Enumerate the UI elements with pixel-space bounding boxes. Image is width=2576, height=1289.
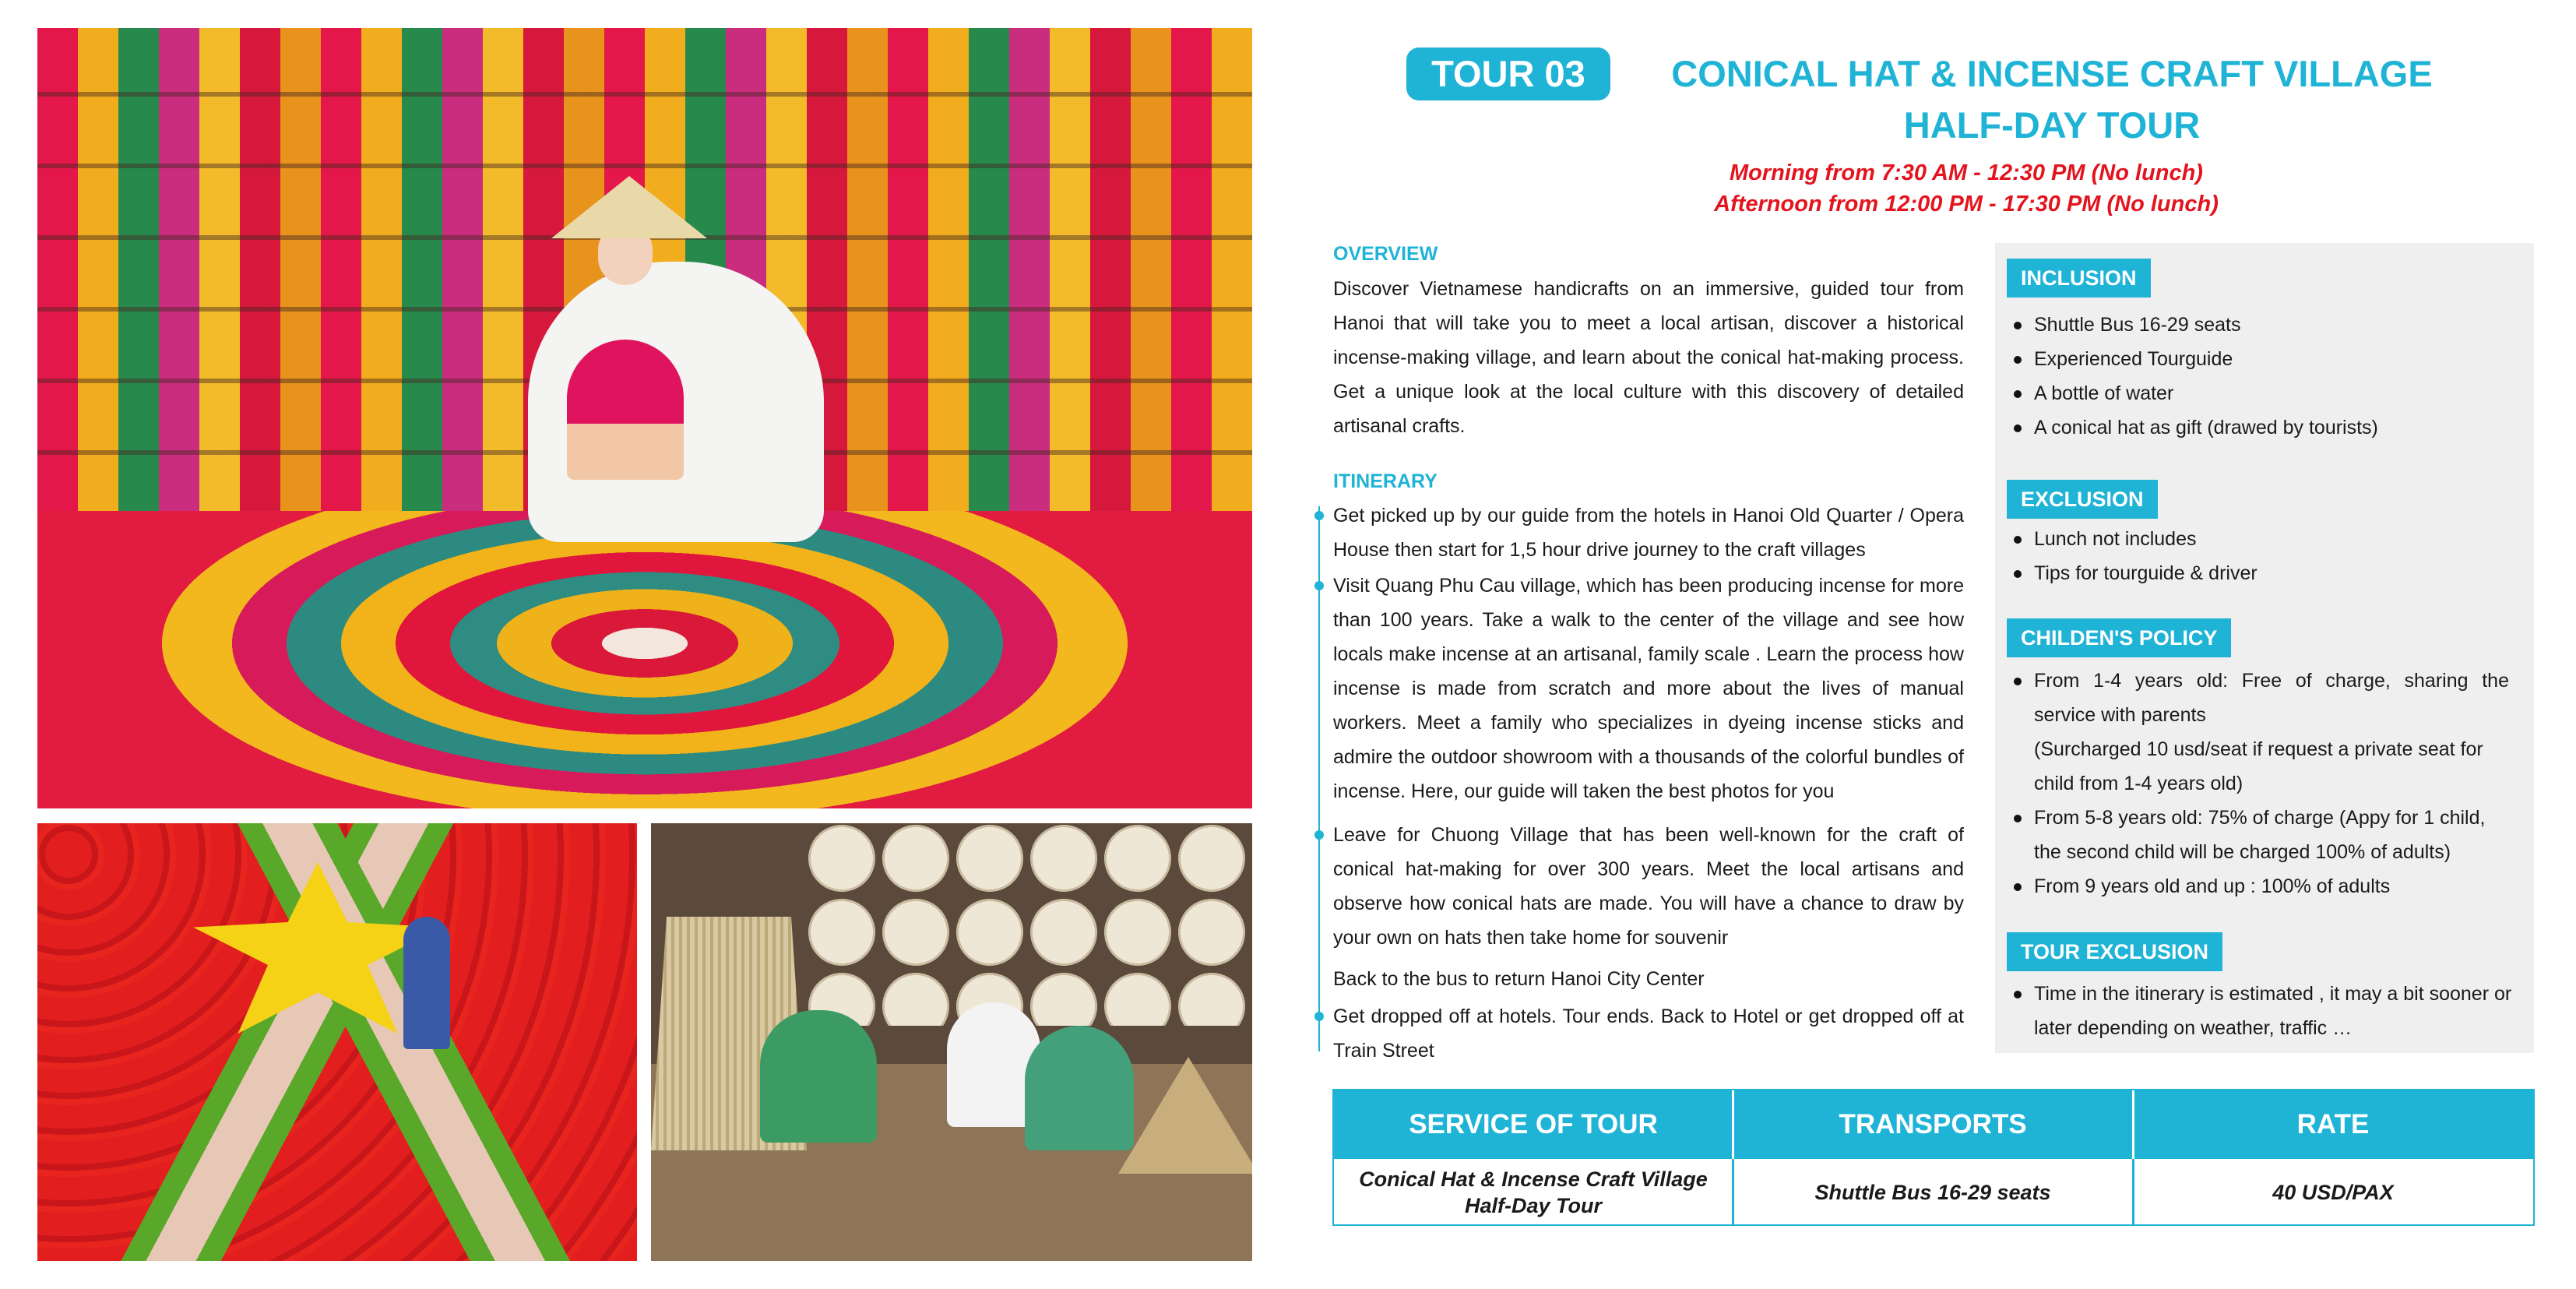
tour-badge: TOUR 03 — [1406, 48, 1610, 100]
list-item: A bottle of water — [2011, 376, 2378, 410]
inclusion-list — [2011, 308, 2378, 445]
list-item: From 1-4 years old: Free of charge, sharing the — [2011, 664, 2509, 698]
children-policy-heading: CHILDEN'S POLICY — [2007, 618, 2231, 657]
itinerary-bullet — [1314, 830, 1324, 840]
itinerary-bullet — [1314, 511, 1324, 520]
table-divider — [2132, 1090, 2134, 1159]
exclusion-list — [2011, 522, 2258, 590]
itinerary-item: Back to the bus to return Hanoi City Center — [1333, 968, 1705, 990]
table-header-transports: TRANSPORTS — [1733, 1090, 2133, 1159]
itinerary-item: Get dropped off at hotels. Tour ends. Back to Hotel or get dropped off at Train Street — [1333, 1005, 1964, 1062]
time-morning: Morning from 7:30 AM - 12:30 PM (No lunch) — [1730, 160, 2203, 185]
table-header-rate: RATE — [2133, 1090, 2533, 1159]
overview-text: Discover Vietnamese handicrafts on an immersive, guided tour from Hanoi that will take you to meet a local artisan, discover a historical incense-making village, and learn about the conical hat-making process. Get a unique look at the local culture with this discovery of detailed artisanal crafts. — [1333, 278, 1964, 437]
table-cell-transport: Shuttle Bus 16-29 seats — [1814, 1181, 2051, 1204]
list-item-continued: (Surcharged 10 usd/seat if request a private seat for — [2034, 738, 2483, 760]
details-panel — [1995, 243, 2534, 1053]
service-line1: Conical Hat & Incense Craft Village — [1359, 1167, 1708, 1191]
tour-exclusion-heading: TOUR EXCLUSION — [2007, 932, 2222, 971]
itinerary-bullet — [1314, 1012, 1324, 1021]
exclusion-heading: EXCLUSION — [2007, 480, 2158, 519]
itinerary-bullet — [1314, 581, 1324, 590]
tour-title-line1: CONICAL HAT & INCENSE CRAFT VILLAGE — [1671, 53, 2433, 94]
rate-table — [1332, 1089, 2535, 1226]
list-item-continued: service with parents — [2034, 704, 2206, 726]
conical-hat-workshop-photo — [651, 823, 1252, 1261]
tour-title — [1628, 48, 2476, 151]
list-item-continued: later depending on weather, traffic … — [2034, 1017, 2353, 1039]
overview-heading: OVERVIEW — [1333, 243, 1438, 265]
itinerary-item: Get picked up by our guide from the hotels in Hanoi Old Quarter / Opera House then start for 1,5 hour drive journey to the craft villages — [1333, 505, 1964, 561]
time-afternoon: Afternoon from 12:00 PM - 17:30 PM (No lunch) — [1714, 192, 2219, 217]
list-item: Experienced Tourguide — [2011, 342, 2378, 376]
incense-field-photo — [37, 823, 637, 1261]
table-divider — [1732, 1090, 1734, 1159]
list-item: Tips for tourguide & driver — [2011, 556, 2258, 590]
list-item: A conical hat as gift (drawed by tourists) — [2011, 410, 2378, 445]
list-item: Lunch not includes — [2011, 522, 2258, 556]
table-cell-rate: 40 USD/PAX — [2272, 1181, 2394, 1204]
list-item: Time in the itinerary is estimated , it may a bit sooner or — [2011, 977, 2525, 1011]
list-item: From 5-8 years old: 75% of charge (Appy for 1 child, — [2011, 801, 2509, 835]
tour-exclusion-list — [2011, 977, 2525, 1045]
table-cell-service — [1334, 1159, 1733, 1226]
incense-village-photo — [37, 28, 1252, 808]
itinerary-item: Leave for Chuong Village that has been well-known for the craft of conical hat-making for over 300 years. Meet the local artisans and observe how conical hats are made. You will have a chance to draw by your own on hats then take home for souvenir — [1333, 824, 1964, 949]
table-header-service: SERVICE OF TOUR — [1334, 1090, 1733, 1159]
list-item: Shuttle Bus 16-29 seats — [2011, 308, 2378, 342]
itinerary-item: Visit Quang Phu Cau village, which has been producing incense for more than 100 years. Take a walk to the center of the village and see how locals make incense at an artisanal, family scale . Learn the process how incense is made from scratch and more about the lives of manual workers. Meet a family who specializes in dyeing incense sticks and admire the outdoor showroom with a thousands of the colorful bundles of incense. Here, our guide will taken the best photos for you — [1333, 575, 1964, 802]
list-item-continued: the second child will be charged 100% of adults) — [2034, 841, 2451, 863]
children-policy-list — [2011, 664, 2509, 903]
service-line2: Half-Day Tour — [1464, 1194, 1602, 1217]
itinerary-heading: ITINERARY — [1333, 470, 1438, 492]
inclusion-heading: INCLUSION — [2007, 259, 2151, 298]
list-item-continued: child from 1-4 years old) — [2034, 773, 2243, 794]
tour-title-line2: HALF-DAY TOUR — [1903, 104, 2201, 146]
list-item: From 9 years old and up : 100% of adults — [2011, 869, 2509, 903]
